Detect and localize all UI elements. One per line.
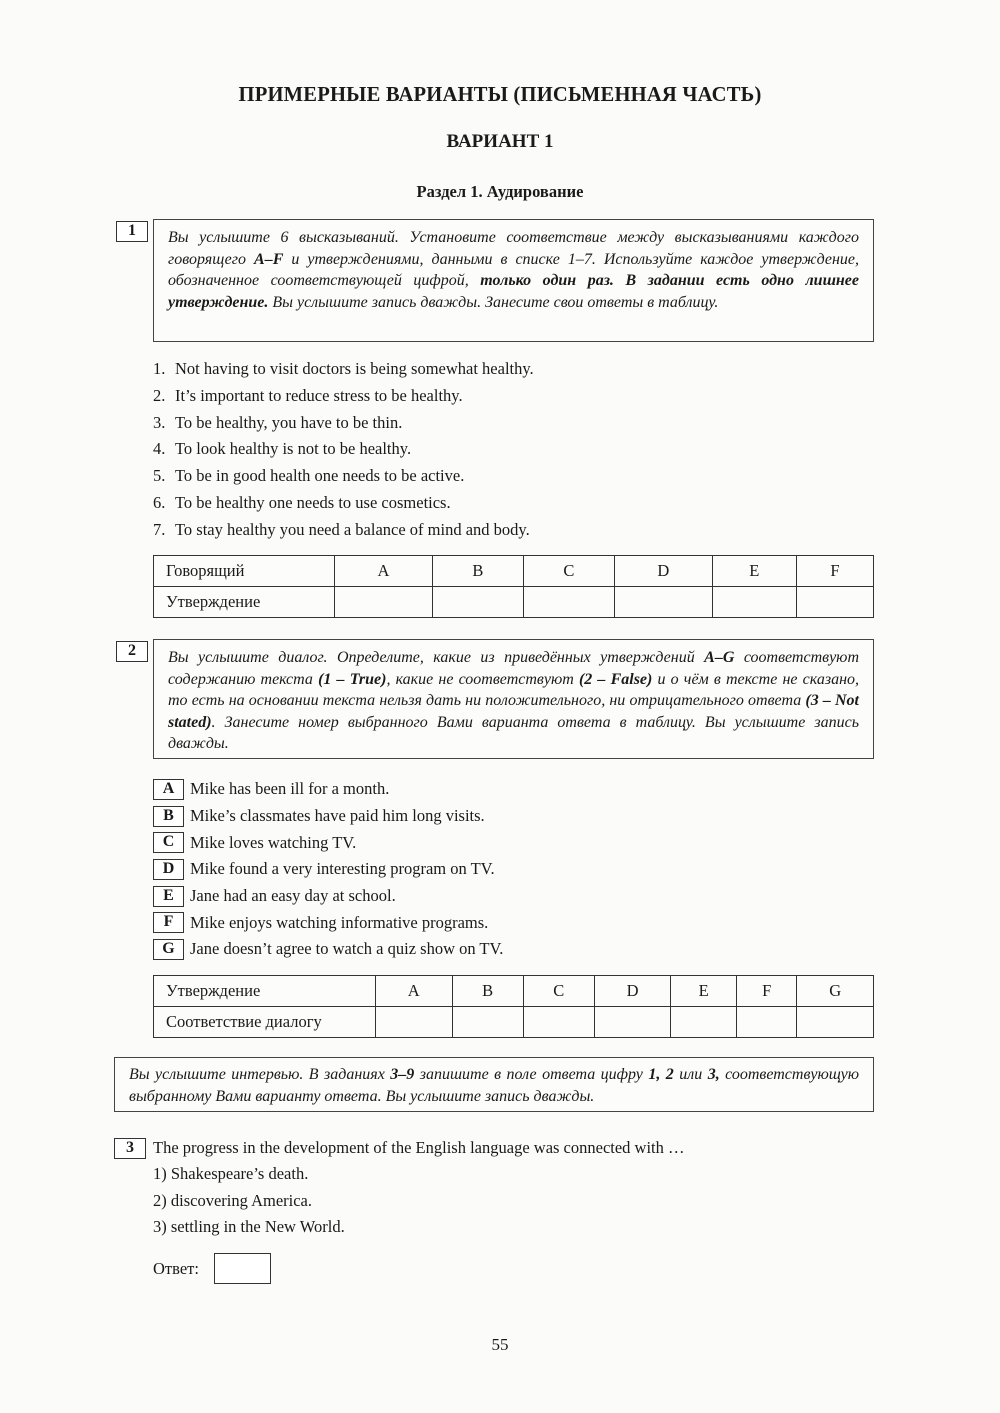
statement-text: To be healthy one needs to use cosmetics. — [175, 492, 451, 512]
statement-text: Jane had an easy day at school. — [190, 886, 396, 906]
column-header-f: F — [737, 976, 797, 1007]
column-header-d: D — [594, 976, 671, 1007]
statement-item — [153, 883, 503, 910]
page-number: 55 — [491, 1335, 509, 1354]
answer-cell-b[interactable] — [432, 587, 523, 618]
statement-text: To stay healthy you need a balance of mind and body. — [175, 519, 530, 539]
statement-item — [153, 436, 534, 463]
task3-answer-box[interactable] — [214, 1253, 271, 1284]
statement-item — [153, 463, 534, 490]
option-3: 3) settling in the New World. — [153, 1217, 345, 1236]
instr-text: Вы услышите интервью. В заданиях — [129, 1066, 391, 1083]
statement-num: 2. — [153, 385, 166, 405]
statement-text: Mike found a very interesting program on TV. — [190, 859, 495, 879]
statement-item — [153, 803, 503, 830]
statement-text: To be in good health one needs to be active. — [175, 466, 465, 486]
instr-bold: (1 – True) — [318, 670, 387, 688]
answer-cell-f[interactable] — [737, 1007, 797, 1038]
answer-cell-a[interactable] — [335, 587, 433, 618]
column-header-b: B — [432, 556, 523, 587]
statement-text: Mike’s classmates have paid him long visits. — [190, 806, 485, 826]
answer-cell-d[interactable] — [594, 1007, 671, 1038]
instr-text: , какие не соответствуют — [386, 670, 579, 688]
section-title: Раздел 1. Аудирование — [416, 182, 584, 201]
letter-box-d: D — [153, 859, 184, 880]
task3-options — [153, 1161, 345, 1241]
task-number-2: 2 — [116, 641, 148, 662]
letter-box-g: G — [153, 939, 184, 960]
statement-num: 5. — [153, 466, 166, 486]
statement-text: To look healthy is not to be healthy. — [175, 439, 412, 459]
statement-text: Mike has been ill for a month. — [190, 779, 390, 799]
instr-bold: 3, — [707, 1066, 720, 1083]
answer-label: Ответ: — [153, 1259, 199, 1278]
column-header-f: F — [796, 556, 873, 587]
statement-text: Mike enjoys watching informative programs. — [190, 912, 489, 932]
statement-num: 7. — [153, 519, 166, 539]
table-row — [154, 587, 874, 618]
letter-box-a: A — [153, 779, 184, 800]
statement-num: 6. — [153, 492, 166, 512]
answer-cell-e[interactable] — [671, 1007, 737, 1038]
statement-item — [153, 829, 503, 856]
statement-num: 4. — [153, 439, 166, 459]
statement-text: Jane doesn’t agree to watch a quiz show on TV. — [190, 939, 504, 959]
table-row — [154, 976, 874, 1007]
instr-bold: 1, 2 — [648, 1066, 674, 1083]
instr-bold: только один раз. В задании есть одно лишнее утверждение. — [168, 272, 859, 311]
column-header-b: B — [452, 976, 523, 1007]
row-label: Утверждение — [154, 976, 376, 1007]
column-header-d: D — [614, 556, 712, 587]
instr-text: Вы услышите 6 высказываний. Установите соответствие между высказываниями каждого говорящего — [168, 229, 859, 268]
statement-num: 1. — [153, 359, 166, 378]
instr-bold: A–G — [704, 649, 735, 666]
instr-text: соответствуют содержанию текста — [168, 649, 860, 688]
option-1: 1) Shakespeare’s death. — [153, 1164, 309, 1183]
task3-question: The progress in the development of the English language was connected with … — [153, 1138, 685, 1157]
instr-bold: (3 – Not stated) — [168, 692, 860, 731]
instr-text: и утверждениями, данными в списке 1–7. Используйте каждое утверждение, обозначенное соответствующей цифрой, — [168, 250, 859, 290]
answer-cell-a[interactable] — [376, 1007, 453, 1038]
instr-text: и о чём в тексте не сказано, то есть на основании текста нельзя дать ни положительного, ни отрицательного ответа — [168, 670, 860, 710]
column-header-a: A — [335, 556, 433, 587]
row-label: Утверждение — [154, 587, 335, 618]
column-header-g: G — [797, 976, 874, 1007]
instr-bold: A–F — [254, 250, 284, 268]
statement-text: Mike loves watching TV. — [190, 832, 357, 852]
table-row — [154, 556, 874, 587]
task1-answer-table — [153, 555, 874, 618]
statement-item — [153, 517, 534, 544]
task-number-1: 1 — [116, 221, 148, 242]
instr-text: или — [673, 1066, 708, 1083]
row-label: Соответствие диалогу — [154, 1007, 376, 1038]
answer-cell-c[interactable] — [523, 1007, 594, 1038]
statement-text: To be healthy, you have to be thin. — [175, 412, 403, 432]
interview-instruction-box — [114, 1057, 874, 1112]
row-label: Говорящий — [154, 556, 335, 587]
variant-title: ВАРИАНТ 1 — [446, 131, 554, 152]
statement-item — [153, 776, 503, 803]
column-header-e: E — [712, 556, 796, 587]
statement-item — [153, 410, 534, 437]
statement-item — [153, 936, 503, 963]
statement-item — [153, 356, 534, 383]
answer-cell-b[interactable] — [452, 1007, 523, 1038]
answer-cell-d[interactable] — [614, 587, 712, 618]
statement-item — [153, 383, 534, 410]
option-2: 2) discovering America. — [153, 1190, 312, 1210]
page-title: ПРИМЕРНЫЕ ВАРИАНТЫ (ПИСЬМЕННАЯ ЧАСТЬ) — [238, 82, 762, 106]
instr-bold: (2 – False) — [578, 670, 653, 688]
task2-instruction-box — [153, 639, 874, 759]
task1-statement-list — [153, 356, 534, 544]
instr-text: Вы услышите диалог. Определите, какие из приведённых утверждений — [168, 649, 705, 666]
column-header-c: C — [523, 556, 614, 587]
instr-text: запишите в поле ответа цифру — [414, 1066, 649, 1083]
letter-box-b: B — [153, 806, 184, 827]
answer-cell-g[interactable] — [797, 1007, 874, 1038]
statement-item — [153, 490, 534, 517]
letter-box-e: E — [153, 886, 184, 907]
answer-cell-e[interactable] — [712, 587, 796, 618]
task-number-3: 3 — [114, 1138, 146, 1159]
answer-cell-f[interactable] — [796, 587, 873, 618]
instr-text: . Занесите номер выбранного Вами варианта ответа в таблицу. Вы услышите запись дважды. — [168, 713, 859, 753]
instr-bold: 3–9 — [390, 1066, 415, 1083]
task2-statement-list — [153, 776, 503, 963]
statement-item — [153, 856, 503, 883]
instr-text: Вы услышите запись дважды. Занесите свои ответы в таблицу. — [268, 293, 719, 311]
statement-text: Not having to visit doctors is being somewhat healthy. — [175, 359, 534, 378]
task2-answer-table — [153, 975, 874, 1038]
column-header-a: A — [376, 976, 453, 1007]
statement-num: 3. — [153, 412, 166, 432]
task1-instruction-box — [153, 219, 874, 342]
letter-box-c: C — [153, 832, 184, 853]
answer-cell-c[interactable] — [523, 587, 614, 618]
column-header-e: E — [671, 976, 737, 1007]
instr-text: соответствующую выбранному Вами варианту ответа. Вы услышите запись дважды. — [129, 1066, 860, 1105]
table-row — [154, 1007, 874, 1038]
column-header-c: C — [523, 976, 594, 1007]
statement-text: It’s important to reduce stress to be healthy. — [175, 385, 463, 405]
statement-item — [153, 909, 503, 936]
letter-box-f: F — [153, 912, 184, 933]
